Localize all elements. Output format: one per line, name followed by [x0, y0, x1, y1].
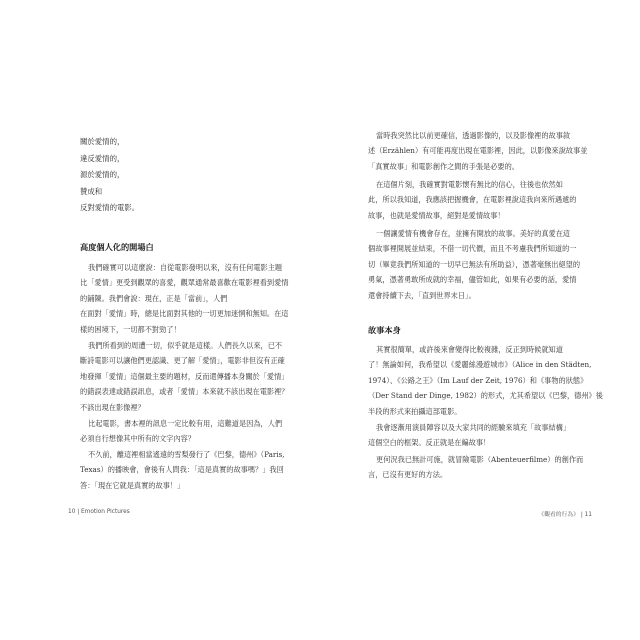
poem-line: 贊成和 [80, 186, 103, 196]
text-line: 答：「現在它就是真實的故事！」 [80, 480, 185, 490]
text-line: 在這個片刻，我確實對電影懷有無比的信心，往後也依然如 [376, 180, 563, 189]
text-line: 述（Erzählen）有可能再度出現在電影裡，因此，以影像來說故事並 [368, 146, 588, 156]
poem-line: 違反愛情的， [80, 153, 125, 163]
text-line: 斷詩電影可以讓他們更認識、更了解「愛情」，電影非但沒有正確 [80, 356, 285, 366]
paragraph [368, 342, 603, 419]
page-footer: 10 | Emotion Pictures [68, 509, 130, 515]
text-line: 還會持續下去，「直到世界末日」。 [368, 290, 476, 300]
text-line: 「真實故事」和電影創作之間的手張是必要的。 [368, 161, 519, 171]
text-line: 此，所以我知道，我應該把握機會，在電影裡說這我向來所遇遞的 [368, 195, 577, 205]
poem-line: 源於愛情的， [80, 170, 125, 180]
text-line: 不該出現在影像裡？ [80, 402, 145, 412]
text-line: 切（畢竟我們所知道的一切早已無法有所助益），憑著毫無出絕望的 [368, 259, 581, 269]
text-line: 個故事裡開展並結束，不借一切代價，而且不考慮我們所知道的一 [368, 244, 577, 254]
text-line: （Der Stand der Dinge, 1982）的形式，尤其希望以《巴黎，德州》後 [368, 391, 603, 401]
paragraph [80, 260, 288, 337]
text-line: 樣的困境下，一切都不對勁了！ [80, 324, 181, 334]
text-line: 比起電影，書本裡的訊息一定比較有用，這難道是因為，人們 [88, 419, 283, 428]
text-line: 1974）、《公路之王》（Im Lauf der Zeit, 1976）和《事物的狀態》 [368, 375, 588, 385]
poem-line: 關於愛情的， [80, 137, 125, 146]
right-page [320, 0, 640, 640]
text-line: 的鋪陳。我們會說：現在，正是「當前」，人們 [80, 293, 228, 303]
text-line: 的錯誤表達或錯誤訊息，或者「愛情」本來就不該出現在電影裡？ [80, 387, 289, 397]
page-footer: 《觀看的行為》 | 11 [538, 512, 592, 518]
text-line: 比「愛情」更受到觀眾的喜愛，觀眾通常最喜歡在電影裡看到愛情 [80, 278, 289, 288]
text-line: 了！無論如何，我希望以《愛麗絲漫遊城市》（Alice in den Städten, [368, 360, 592, 370]
paragraph [368, 177, 576, 223]
poem-line: 反對愛情的電影。 [80, 203, 140, 213]
paragraph [368, 452, 583, 483]
text-line: 不久前，離這裡相當遙遠的雪梨發行了《巴黎，德州》（Paris, [88, 450, 285, 459]
paragraph [80, 338, 288, 415]
text-line: 其實很簡單，或許後來會變得比較複雜，反正到時候就知道 [376, 345, 563, 354]
paragraph [80, 447, 285, 493]
text-line: 我會逐漸用演員陣容以及大家共同的經驗來填充「故事結構」 [376, 423, 571, 432]
section-heading: 故事本身 [368, 325, 401, 335]
text-line: 勇氣，憑著勇敢所成就的幸福，儘管如此，如果有必要的話，愛情 [368, 275, 577, 285]
text-line: 半段的形式來拍攝這部電影。 [368, 406, 462, 416]
text-line: 一個讓愛情有機會存在，並擁有開放的故事。美好的真愛在這 [376, 229, 571, 238]
text-line: 在面對「愛情」時，總是比面對其他的一切更加迷惘和無知。在這 [80, 309, 289, 319]
text-line: 這個空白的框架。反正就是在編故事！ [368, 438, 491, 448]
paragraph [368, 420, 570, 451]
text-line: 故事，也就是愛情故事，絕對是愛情故事！ [368, 210, 505, 220]
text-line: 更何況我已無計可施，就冒險電影（Abenteuerfilme）的創作而 [376, 455, 584, 464]
text-line: 言，已沒有更好的方法。 [368, 470, 448, 480]
paragraph [80, 416, 282, 447]
text-line: 必須自行想像其中所有的文字內容？ [80, 434, 196, 444]
text-line: 我們所看到的周遭一切，似乎就是這樣。人們長久以來，已不 [88, 341, 283, 350]
poem-lines [80, 134, 139, 217]
text-line: 我們確實可以這麼說：自從電影發明以來，沒有任何電影主題 [88, 263, 283, 272]
text-line: 當時我突然比以前更確信，透過影像的，以及影像裡的故事敘 [376, 131, 571, 140]
paragraph [368, 128, 587, 174]
text-line: Texas）的播映會，會後有人問我：「這是真實的故事嗎？」我回 [80, 465, 284, 475]
paragraph [368, 226, 580, 303]
text-line: 地發揮「愛情」這個最主要的題材，反而還傳播本身關於「愛情」 [80, 371, 289, 381]
section-heading: 高度個人化的開場白 [80, 242, 154, 252]
